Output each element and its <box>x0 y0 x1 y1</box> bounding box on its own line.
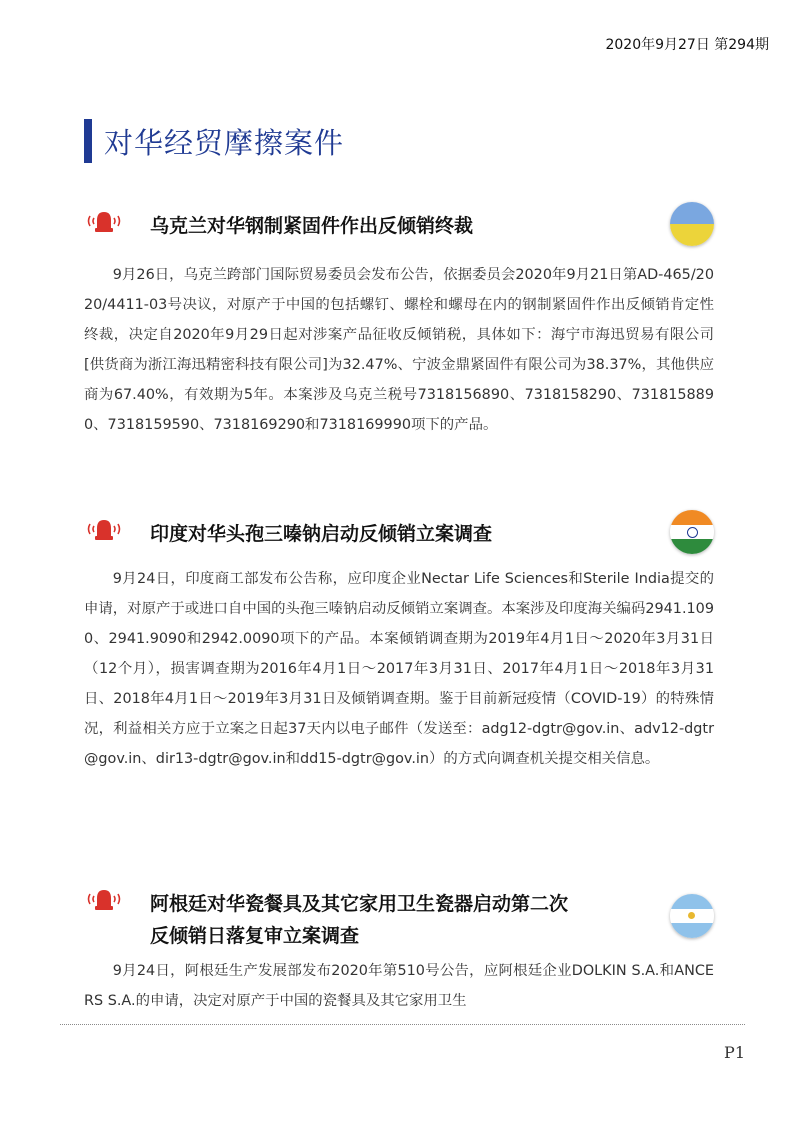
article-body: 9月24日，阿根廷生产发展部发布2020年第510号公告，应阿根廷企业DOLKIN S.A.和ANCERS S.A.的申请，决定对原产于中国的瓷餐具及其它家用卫生 <box>84 963 714 1009</box>
article-body: 9月26日，乌克兰跨部门国际贸易委员会发布公告，依据委员会2020年9月21日第AD-465/2020/4411-03号决议，对原产于中国的包括螺钉、螺栓和螺母在内的钢制紧固件作出反倾销肯定性终裁，决定自2020年9月29日起对涉案产品征收反倾销税，具体如下：海宁市海迅贸易有限公司[供货商为浙江海迅精密科技有限公司]为32.47%、宁波金鼎紧固件有限公司为38.37%，其他供应商为67.40%，有效期为5年。本案涉及乌克兰税号7318156890、7318158290、7318158890、7318159590、7318169290和7318169990项下的产品。 <box>84 267 714 433</box>
section-title <box>84 117 344 165</box>
article-headline <box>84 510 714 554</box>
section-title-bar <box>84 119 92 163</box>
article-title: 乌克兰对华钢制紧固件作出反倾销终裁 <box>150 215 474 237</box>
alarm-icon <box>84 516 124 542</box>
article-headline <box>84 880 714 947</box>
alarm-icon <box>84 208 124 234</box>
article-body: 9月24日，印度商工部发布公告称，应印度企业Nectar Life Sciences和Sterile India提交的申请，对原产于或进口自中国的头孢三嗪钠启动反倾销立案调查。本案涉及印度海关编码2941.1090、2941.9090和2942.0090项下的产品。本案倾销调查期为2019年4月1日～2020年3月31日（12个月），损害调查期为2016年4月1日～2017年3月31日、2017年4月1日～2018年3月31日、2018年4月1日～2019年3月31日及倾销调查期。鉴于目前新冠疫情（COVID-19）的特殊情况，利益相关方应于立案之日起37天内以电子邮件（发送至：adg12-dgtr@gov.in、adv12-dgtr@gov.in、dir13-dgtr@gov.in和dd15-dgtr@gov.in）的方式向调查机关提交相关信息。 <box>84 571 714 767</box>
article-india <box>84 510 714 774</box>
footer-divider <box>60 1024 745 1025</box>
ukraine-flag-icon <box>670 202 714 246</box>
article-headline <box>84 202 714 246</box>
section-title-text: 对华经贸摩擦案件 <box>104 125 345 160</box>
page-number: P1 <box>724 1043 745 1062</box>
article-title: 印度对华头孢三嗪钠启动反倾销立案调查 <box>150 523 493 545</box>
article-title-line-2: 反倾销日落复审立案调查 <box>150 925 360 947</box>
article-title-line-1: 阿根廷对华瓷餐具及其它家用卫生瓷器启动第二次 <box>150 893 569 915</box>
argentina-flag-icon <box>670 894 714 938</box>
india-flag-icon <box>670 510 714 554</box>
article-argentina <box>84 880 714 1016</box>
article-title <box>150 888 568 952</box>
issue-date: 2020年9月27日 第294期 <box>605 37 769 53</box>
article-ukraine <box>84 202 714 440</box>
alarm-icon <box>84 886 124 912</box>
